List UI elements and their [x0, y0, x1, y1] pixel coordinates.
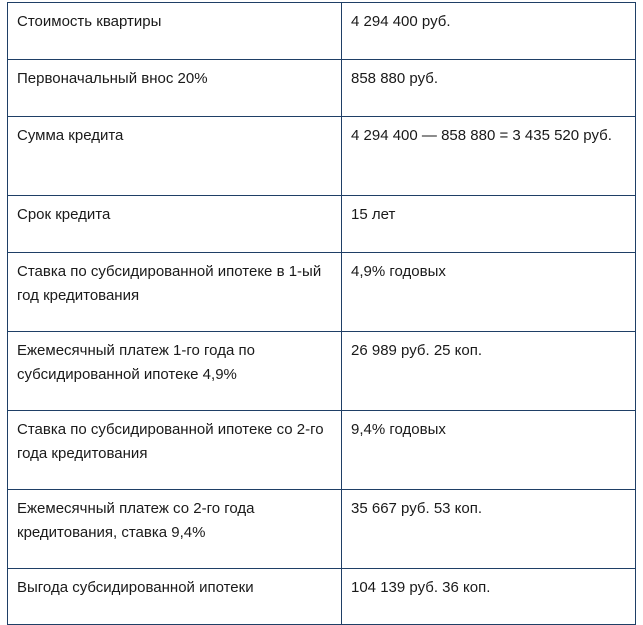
row-label: Ставка по субсидированной ипотеке со 2-го года кредитования — [8, 411, 342, 490]
row-label: Ставка по субсидированной ипотеке в 1-ый год кредитования — [8, 253, 342, 332]
row-label: Сумма кредита — [8, 117, 342, 196]
row-value: 4,9% годовых — [342, 253, 636, 332]
table-row — [8, 3, 636, 60]
row-label: Ежемесячный платеж со 2-го года кредитования, ставка 9,4% — [8, 490, 342, 569]
table-row — [8, 253, 636, 332]
mortgage-calculation-table — [7, 2, 636, 625]
table-row — [8, 332, 636, 411]
row-label: Первоначальный внос 20% — [8, 60, 342, 117]
table-row — [8, 196, 636, 253]
table-row — [8, 490, 636, 569]
table-row — [8, 117, 636, 196]
row-value: 9,4% годовых — [342, 411, 636, 490]
row-label: Стоимость квартиры — [8, 3, 342, 60]
row-label: Ежемесячный платеж 1-го года по субсидированной ипотеке 4,9% — [8, 332, 342, 411]
row-value: 858 880 руб. — [342, 60, 636, 117]
table-row — [8, 60, 636, 117]
row-label: Выгода субсидированной ипотеки — [8, 569, 342, 625]
row-value: 4 294 400 — 858 880 = 3 435 520 руб. — [342, 117, 636, 196]
row-value: 15 лет — [342, 196, 636, 253]
row-value: 4 294 400 руб. — [342, 3, 636, 60]
row-value: 26 989 руб. 25 коп. — [342, 332, 636, 411]
table-row — [8, 569, 636, 625]
row-label: Срок кредита — [8, 196, 342, 253]
row-value: 35 667 руб. 53 коп. — [342, 490, 636, 569]
row-value: 104 139 руб. 36 коп. — [342, 569, 636, 625]
table-row — [8, 411, 636, 490]
